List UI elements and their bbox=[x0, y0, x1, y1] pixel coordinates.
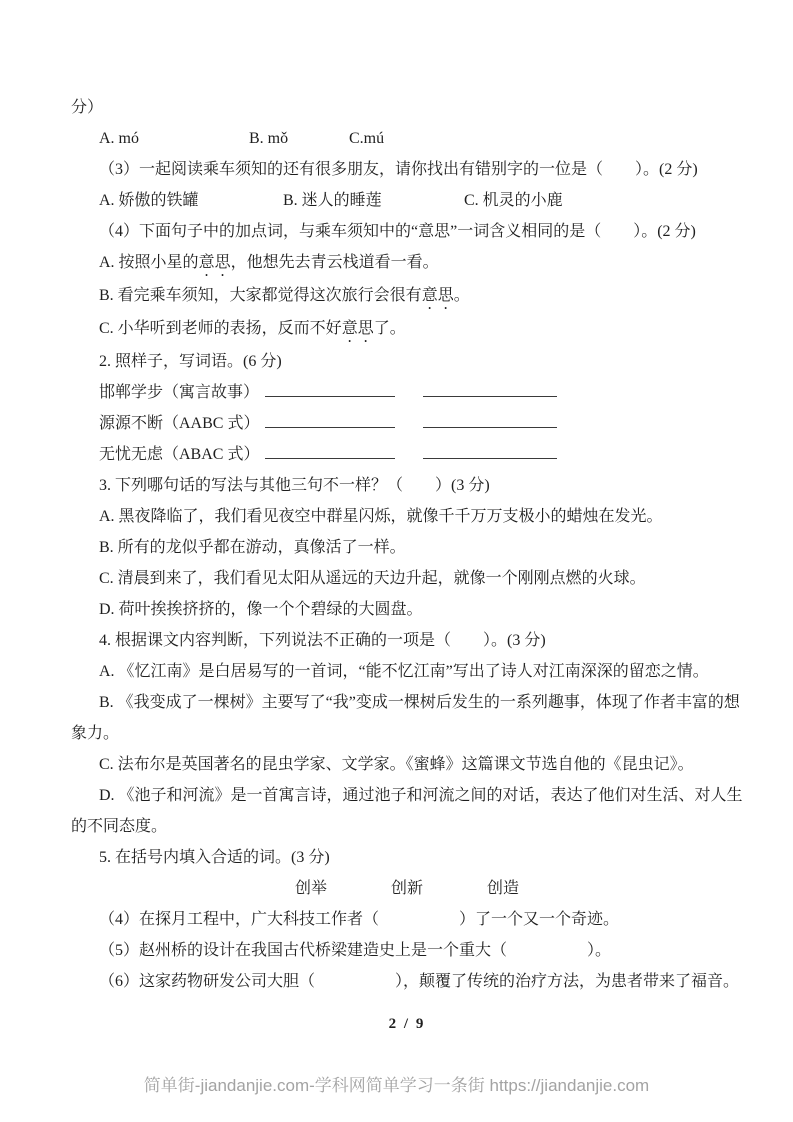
question-3-option-b: B. 所有的龙似乎都在游动，真像活了一样。 bbox=[99, 539, 406, 556]
option-text: 。 bbox=[453, 287, 470, 304]
carryover-line: 分） bbox=[71, 99, 104, 116]
question-1-4-option-b bbox=[71, 280, 743, 313]
question-4-option-b: B. 《我变成了一棵树》主要写了“我”变成一棵树后发生的一系列趣事，体现了作者丰富的想象力。 bbox=[71, 694, 740, 742]
word-bank-item: 创新 bbox=[390, 880, 423, 897]
pattern-label: 邯郸学步（寓言故事） bbox=[99, 384, 260, 401]
answer-blank bbox=[265, 378, 395, 397]
option-text: B. 看完乘车须知，大家都觉得这次旅行会很有 bbox=[99, 287, 422, 304]
pinyin-option-a: A. mó bbox=[99, 130, 139, 147]
word-pattern-row bbox=[71, 408, 743, 439]
option-text: ，他想先去青云栈道看一看。 bbox=[230, 254, 439, 271]
question-3-stem: 3. 下列哪句话的写法与其他三句不一样？（ ）(3 分) bbox=[99, 477, 490, 494]
word-bank-item: 创造 bbox=[487, 880, 520, 897]
option-b: B. 迷人的睡莲 bbox=[283, 192, 382, 209]
question-3-option-a: A. 黑夜降临了，我们看见夜空中群星闪烁，就像千千万万支极小的蜡烛在发光。 bbox=[99, 508, 663, 525]
pattern-label: 无忧无虑（ABAC 式） bbox=[99, 446, 260, 463]
word-pattern-row bbox=[71, 377, 743, 408]
question-1-4-stem: （4）下面句子中的加点词，与乘车须知中的“意思”一词含义相同的是（ ）。(2 分) bbox=[99, 223, 696, 240]
word-bank-item: 创举 bbox=[294, 880, 327, 897]
answer-blank bbox=[423, 409, 557, 428]
question-3-option-d: D. 荷叶挨挨挤挤的，像一个个碧绿的大圆盘。 bbox=[99, 601, 423, 618]
dotted-word: 意思 bbox=[341, 320, 374, 337]
option-c: C. 机灵的小鹿 bbox=[464, 192, 563, 209]
question-4-stem: 4. 根据课文内容判断，下列说法不正确的一项是（ ）。(3 分) bbox=[99, 632, 546, 649]
question-1-4-option-c bbox=[71, 313, 743, 346]
question-4-option-d: D. 《池子和河流》是一首寓言诗，通过池子和河流之间的对话，表达了他们对生活、对人生的不同态度。 bbox=[71, 787, 743, 835]
question-3-option-c: C. 清晨到来了，我们看见太阳从遥远的天边升起，就像一个刚刚点燃的火球。 bbox=[99, 570, 646, 587]
pinyin-option-c: C.mú bbox=[349, 130, 385, 147]
question-5-sentence-6: （6）这家药物研发公司大胆（ ），颠覆了传统的治疗方法，为患者带来了福音。 bbox=[99, 973, 740, 990]
question-4-option-c: C. 法布尔是英国著名的昆虫学家、文学家。《蜜蜂》这篇课文节选自他的《昆虫记》。 bbox=[99, 756, 694, 773]
option-text: A. 按照小星的 bbox=[99, 254, 199, 271]
question-1-3-stem: （3）一起阅读乘车须知的还有很多朋友，请你找出有错别字的一位是（ ）。(2 分) bbox=[99, 161, 698, 178]
word-pattern-row bbox=[71, 439, 743, 470]
question-1-3-options-row bbox=[71, 185, 743, 216]
page-number: 2 / 9 bbox=[388, 1016, 426, 1032]
pinyin-options-row bbox=[71, 123, 743, 154]
pinyin-option-b: B. mǒ bbox=[249, 130, 289, 147]
question-5-stem: 5. 在括号内填入合适的词。(3 分) bbox=[99, 849, 330, 866]
answer-blank bbox=[423, 440, 557, 459]
question-4-option-a: A. 《忆江南》是白居易写的一首词，“能不忆江南”写出了诗人对江南深深的留恋之情。 bbox=[99, 663, 709, 680]
question-1-4-option-a bbox=[71, 247, 743, 280]
answer-blank bbox=[423, 378, 557, 397]
site-watermark: 简单街-jiandanjie.com-学科网简单学习一条街 https://jiandanjie.com bbox=[143, 1076, 650, 1095]
dotted-word: 意思 bbox=[198, 254, 231, 271]
answer-blank bbox=[265, 440, 395, 459]
question-2-stem: 2. 照样子，写词语。(6 分) bbox=[99, 353, 282, 370]
option-a: A. 娇傲的铁罐 bbox=[99, 192, 199, 209]
question-5-sentence-4: （4）在探月工程中，广大科技工作者（ ）了一个又一个奇迹。 bbox=[99, 911, 620, 928]
word-bank-row bbox=[71, 873, 743, 904]
question-5-sentence-5: （5）赵州桥的设计在我国古代桥梁建造史上是一个重大（ ）。 bbox=[99, 942, 612, 959]
answer-blank bbox=[265, 409, 395, 428]
option-text: C. 小华听到老师的表扬，反而不好 bbox=[99, 320, 342, 337]
option-text: 了。 bbox=[373, 320, 406, 337]
dotted-word: 意思 bbox=[421, 287, 454, 304]
pattern-label: 源源不断（AABC 式） bbox=[99, 415, 260, 432]
